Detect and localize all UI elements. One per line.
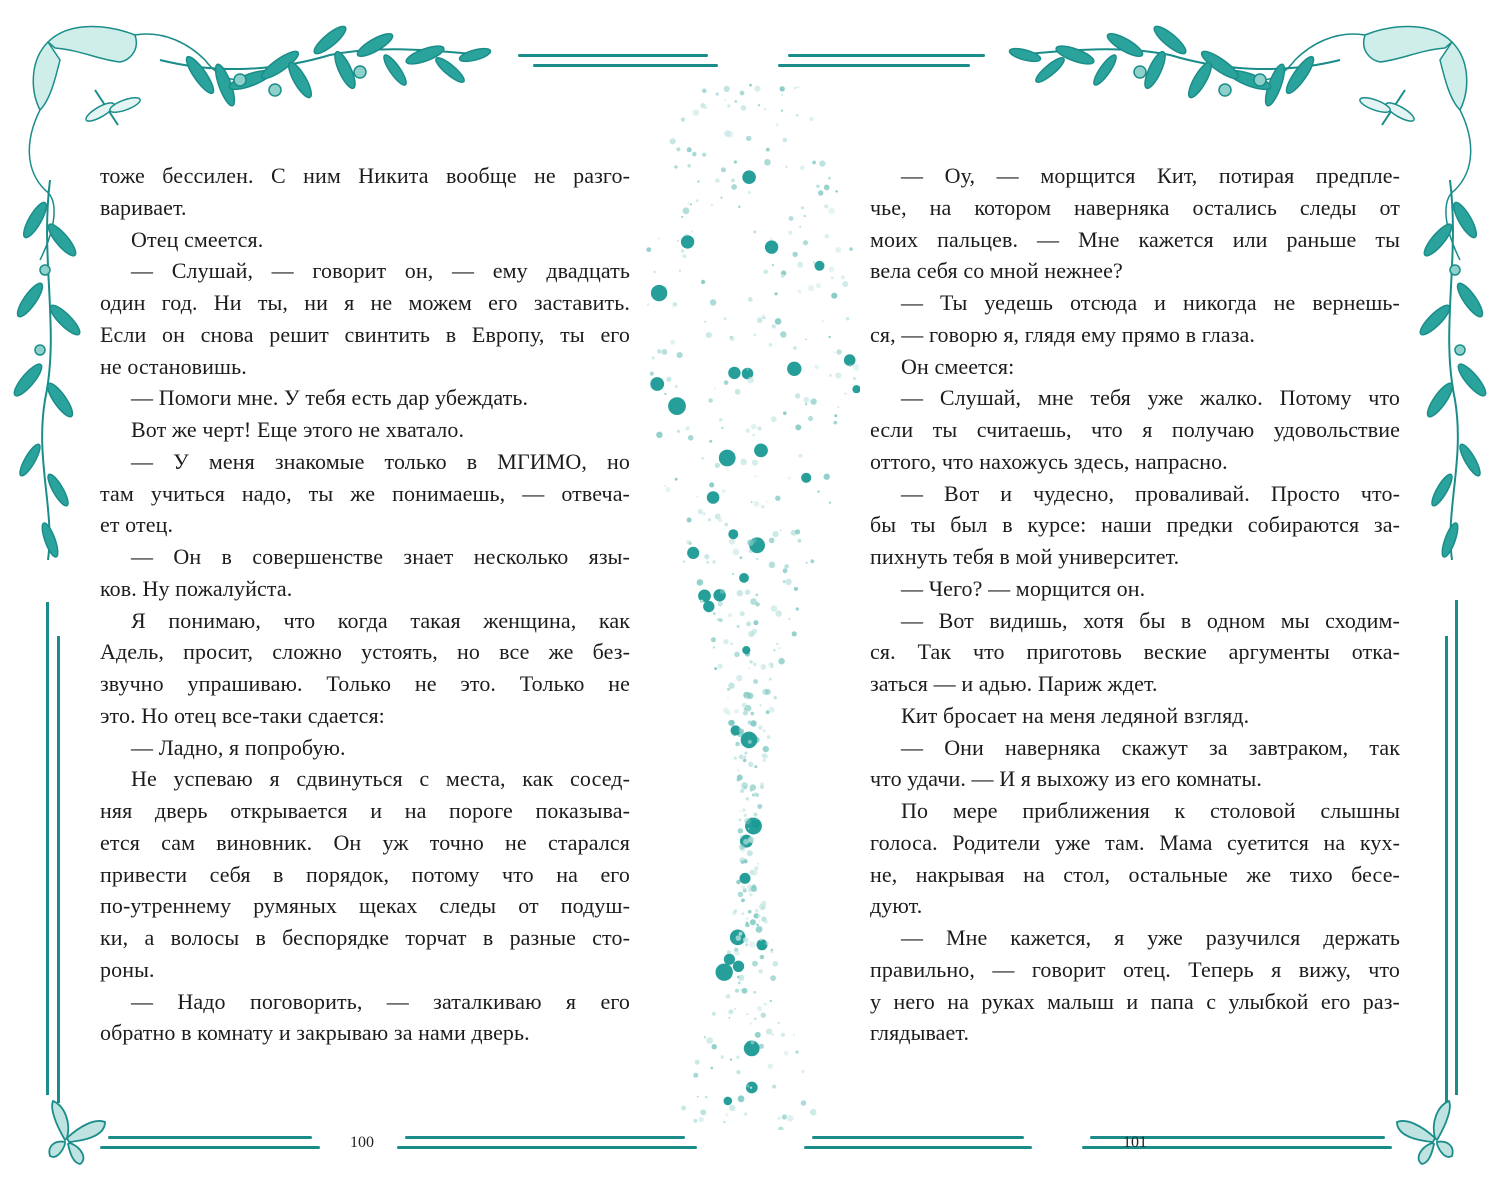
text-line: варивает. xyxy=(100,194,187,220)
top-rule-lower xyxy=(778,64,970,67)
page-number: 100 xyxy=(350,1134,374,1151)
text-line: — Оу, — морщится Кит, потирая предпле- xyxy=(901,163,1400,188)
text-line: ся. Так что приготовь веские аргументы отка- xyxy=(870,639,1400,665)
text-line: По мере приближения к столовой слышны xyxy=(901,798,1400,823)
right-border-inner xyxy=(1445,636,1448,1103)
text-line: что удачи. — И я выхожу из его комнаты. xyxy=(870,766,1262,792)
top-rule-upper xyxy=(518,54,708,57)
text-line: — У меня знакомые только в МГИМО, но xyxy=(131,448,630,474)
text-line: вела себя со мной нежнее? xyxy=(870,258,1123,284)
text-line: тоже бессилен. С ним Никита вообще не разго- xyxy=(100,163,630,188)
text-line: — Чего? — морщится он. xyxy=(901,575,1146,601)
text-line: — Ты уедешь отсюда и никогда не вернешь- xyxy=(901,290,1400,315)
bottom-rule-lower-a xyxy=(100,1146,320,1149)
top-rule-lower xyxy=(533,64,718,67)
text-line: не остановишь. xyxy=(100,353,247,379)
text-line: Кит бросает на меня ледяной взгляд. xyxy=(901,702,1250,728)
text-line: у него на руках малыш и папа с улыбкой его раз- xyxy=(870,988,1400,1014)
text-line: пихнуть тебя в мой университет. xyxy=(870,544,1180,569)
text-line: если ты считаешь, что я получаю удовольствие xyxy=(870,417,1400,442)
text-line: по-утреннему румяных щеках следы от подуш- xyxy=(100,893,630,919)
text-line: Он смеется: xyxy=(901,353,1015,379)
text-line: там учиться надо, ты же понимаешь, — отвеча- xyxy=(100,480,630,506)
text-line: Если он снова решит свинтить в Европу, ты его xyxy=(100,321,630,347)
text-line: правильно, — говорит отец. Теперь я вижу, что xyxy=(870,956,1400,982)
text-line: один год. Ни ты, ни я не можем его заставить. xyxy=(100,290,630,315)
text-line: няя дверь открывается и на пороге показыва- xyxy=(100,798,630,823)
text-line: ки, а волосы в беспорядке торчат в разные сто- xyxy=(100,925,630,950)
left-border-inner xyxy=(57,636,60,1103)
bottom-rule-upper-b xyxy=(405,1136,685,1139)
text-line: обратно в комнату и закрываю за нами дверь. xyxy=(100,1020,530,1046)
bottom-rule-lower-b xyxy=(397,1146,697,1149)
right-page xyxy=(750,0,1500,1200)
text-line: бы ты был в курсе: наши предки собираются за- xyxy=(870,512,1400,538)
text-line: глядывает. xyxy=(870,1020,970,1046)
bottom-rule-upper-a xyxy=(812,1136,1024,1139)
text-line: моих пальцев. — Мне кажется или раньше ты xyxy=(870,226,1400,252)
text-line: это. Но отец все-таки сдается: xyxy=(100,702,385,728)
text-line: заться — и адью. Париж ждет. xyxy=(870,671,1158,696)
butterfly-icon xyxy=(1392,1098,1467,1168)
text-line: ет отец. xyxy=(100,512,174,538)
text-line: — Помоги мне. У тебя есть дар убеждать. xyxy=(131,385,529,411)
text-line: привести себя в порядок, потому что на его xyxy=(100,861,630,887)
text-line: дуют. xyxy=(870,893,923,919)
text-line: — Слушай, мне тебя уже жалко. Потому что xyxy=(901,385,1400,411)
text-line: роны. xyxy=(100,956,155,982)
text-line: ков. Ну пожалуйста. xyxy=(100,575,293,601)
top-rule-upper xyxy=(788,54,985,57)
text-line: — Надо поговорить, — заталкиваю я его xyxy=(131,988,630,1014)
text-line: — Они наверняка скажут за завтраком, так xyxy=(901,734,1400,760)
text-line: звучно упрашиваю. Только не это. Только не xyxy=(100,671,630,696)
right-border-outer xyxy=(1455,600,1458,1095)
page-number: 101 xyxy=(1123,1134,1147,1151)
text-line: Я понимаю, что когда такая женщина, как xyxy=(131,607,630,633)
text-line: ется сам виновник. Он уж точно не старался xyxy=(100,829,630,855)
left-border-outer xyxy=(46,602,49,1095)
text-line: — Вот и чудесно, проваливай. Просто что- xyxy=(901,480,1400,506)
text-line: — Мне кажется, я уже разучился держать xyxy=(901,925,1400,950)
text-line: голоса. Родители уже там. Мама суетится на кух- xyxy=(870,829,1400,855)
bottom-rule-upper-a xyxy=(108,1136,312,1139)
butterfly-icon xyxy=(35,1098,110,1168)
text-line: Адель, просит, сложно устоять, но все же без- xyxy=(100,639,630,665)
right-page-text xyxy=(870,160,1400,1049)
text-line: Не успеваю я сдвинуться с места, как сосед- xyxy=(131,766,630,792)
text-line: Вот же черт! Еще этого не хватало. xyxy=(131,417,465,442)
text-line: — Вот видишь, хотя бы в одном мы сходим- xyxy=(901,607,1400,633)
text-line: — Ладно, я попробую. xyxy=(131,734,346,760)
text-line: — Слушай, — говорит он, — ему двадцать xyxy=(131,258,630,284)
text-line: — Он в совершенстве знает несколько язы- xyxy=(131,544,630,569)
text-line: чье, на котором наверняка остались следы от xyxy=(870,194,1400,220)
left-page-text xyxy=(100,160,630,1049)
text-line: не, накрывая на стол, остальные же тихо бесе- xyxy=(870,861,1400,887)
bottom-rule-lower-a xyxy=(804,1146,1032,1149)
text-line: оттого, что нахожусь здесь, напрасно. xyxy=(870,448,1228,474)
text-line: Отец смеется. xyxy=(131,226,264,252)
text-line: ся, — говорю я, глядя ему прямо в глаза. xyxy=(870,321,1255,347)
